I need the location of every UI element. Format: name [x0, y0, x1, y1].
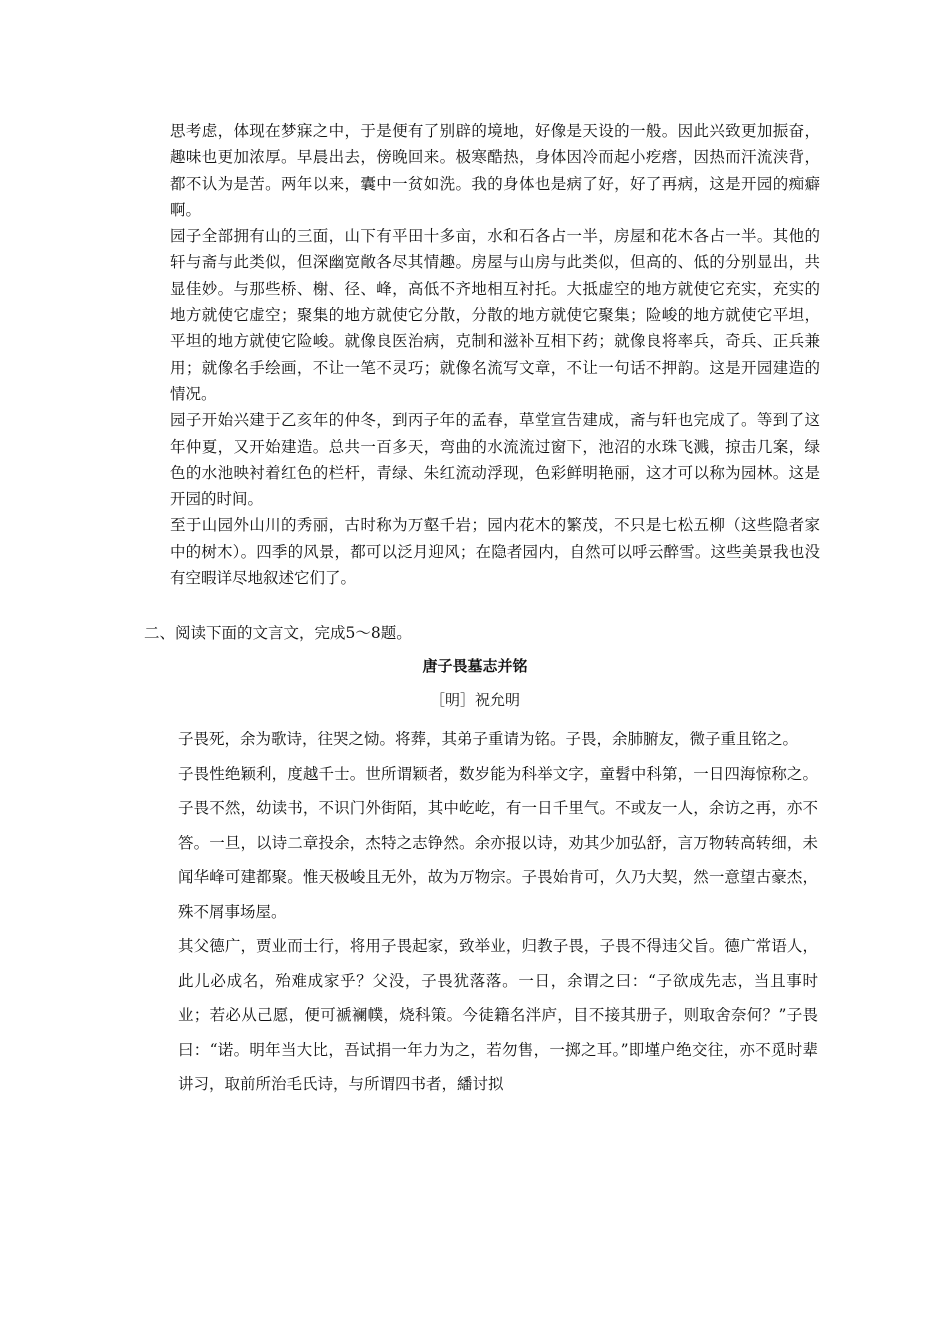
classical-paragraph: 子畏性绝颖利，度越千士。世所谓颖者，数岁能为科举文字，童髫中科第，一日四海惊称之。子畏不然，幼读书，不识门外街陌，其中屹屹，有一日千里气。不或友一人，余访之再，亦不答。一旦，以诗二章投余，杰特之志铮然。余亦报以诗，劝其少加弘舒，言万物转高转细，未闻华峰可建都聚。惟天极峻且无外，故为万物宗。子畏始肯可，久乃大契，然一意望古豪杰，殊不屑事场屋。	[178, 764, 818, 921]
article-title: 唐子畏墓志并铭	[422, 657, 528, 675]
translation-paragraph: 园子全部拥有山的三面，山下有平田十多亩，水和石各占一半，房屋和花木各占一半。其他的轩与斋与此类似，但深幽宽敞各尽其情趣。房屋与山房与此类似，但高的、低的分别显出，共显佳妙。与那些桥、榭、径、峰，高低不齐地相互衬托。大抵虚空的地方就使它充实，充实的地方就使它虚空；聚集的地方就使它分散，分散的地方就使它聚集；险峻的地方就使它平坦，平坦的地方就使它险峻。就像良医治病，克制和滋补互相下药；就像良将率兵，奇兵、正兵兼用；就像名手绘画，不让一笔不灵巧；就像名流写文章，不让一句话不押韵。这是开园建造的情况。	[170, 227, 820, 403]
classical-paragraph: 其父德广，贾业而士行，将用子畏起家，致举业，归教子畏，子畏不得违父旨。德广常语人，此儿必成名，殆难成家乎？父没，子畏犹落落。一日，余谓之曰：“子欲成先志，当且事时业；若必从己愿，便可褫襕幞，烧科策。今徒籍名泮庐，目不接其册子，则取舍奈何？”子畏曰：“诺。明年当大比，吾试捐一年力为之，若勿售，一掷之耳。”即墐户绝交往，亦不觅时辈讲习，取前所治毛氏诗，与所谓四书者，繙讨拟	[178, 937, 818, 1093]
translation-paragraph: 思考虑，体现在梦寐之中，于是便有了别辟的境地，好像是天设的一般。因此兴致更加振奋，趣味也更加浓厚。早晨出去，傍晚回来。极寒酷热，身体因冷而起小疙瘩，因热而汗流浃背，都不认为是苦。两年以来，囊中一贫如洗。我的身体也是病了好，好了再病，这是开园的痴癖啊。	[170, 122, 820, 219]
article-author: ［明］祝允明	[429, 691, 520, 709]
classical-text-block	[178, 722, 818, 1102]
translation-block	[170, 118, 820, 591]
classical-paragraph: 子畏死，余为歌诗，往哭之恸。将葬，其弟子重请为铭。子畏，余肺腑友，微子重且铭之。	[178, 730, 799, 748]
section-heading: 二、阅读下面的文言文，完成5～8题。	[144, 624, 412, 642]
translation-paragraph: 至于山园外山川的秀丽，古时称为万壑千岩；园内花木的繁茂，不只是七松五柳（这些隐者家中的树木）。四季的风景，都可以泛月迎风；在隐者园内，自然可以呼云醉雪。这些美景我也没有空暇详尽地叙述它们了。	[170, 516, 820, 588]
translation-paragraph: 园子开始兴建于乙亥年的仲冬，到丙子年的孟春，草堂宣告建成，斋与轩也完成了。等到了这年仲夏，又开始建造。总共一百多天，弯曲的水流流过窗下，池沼的水珠飞溅，掠击几案，绿色的水池映衬着红色的栏杆，青绿、朱红流动浮现，色彩鲜明艳丽，这才可以称为园林。这是开园的时间。	[170, 411, 820, 509]
